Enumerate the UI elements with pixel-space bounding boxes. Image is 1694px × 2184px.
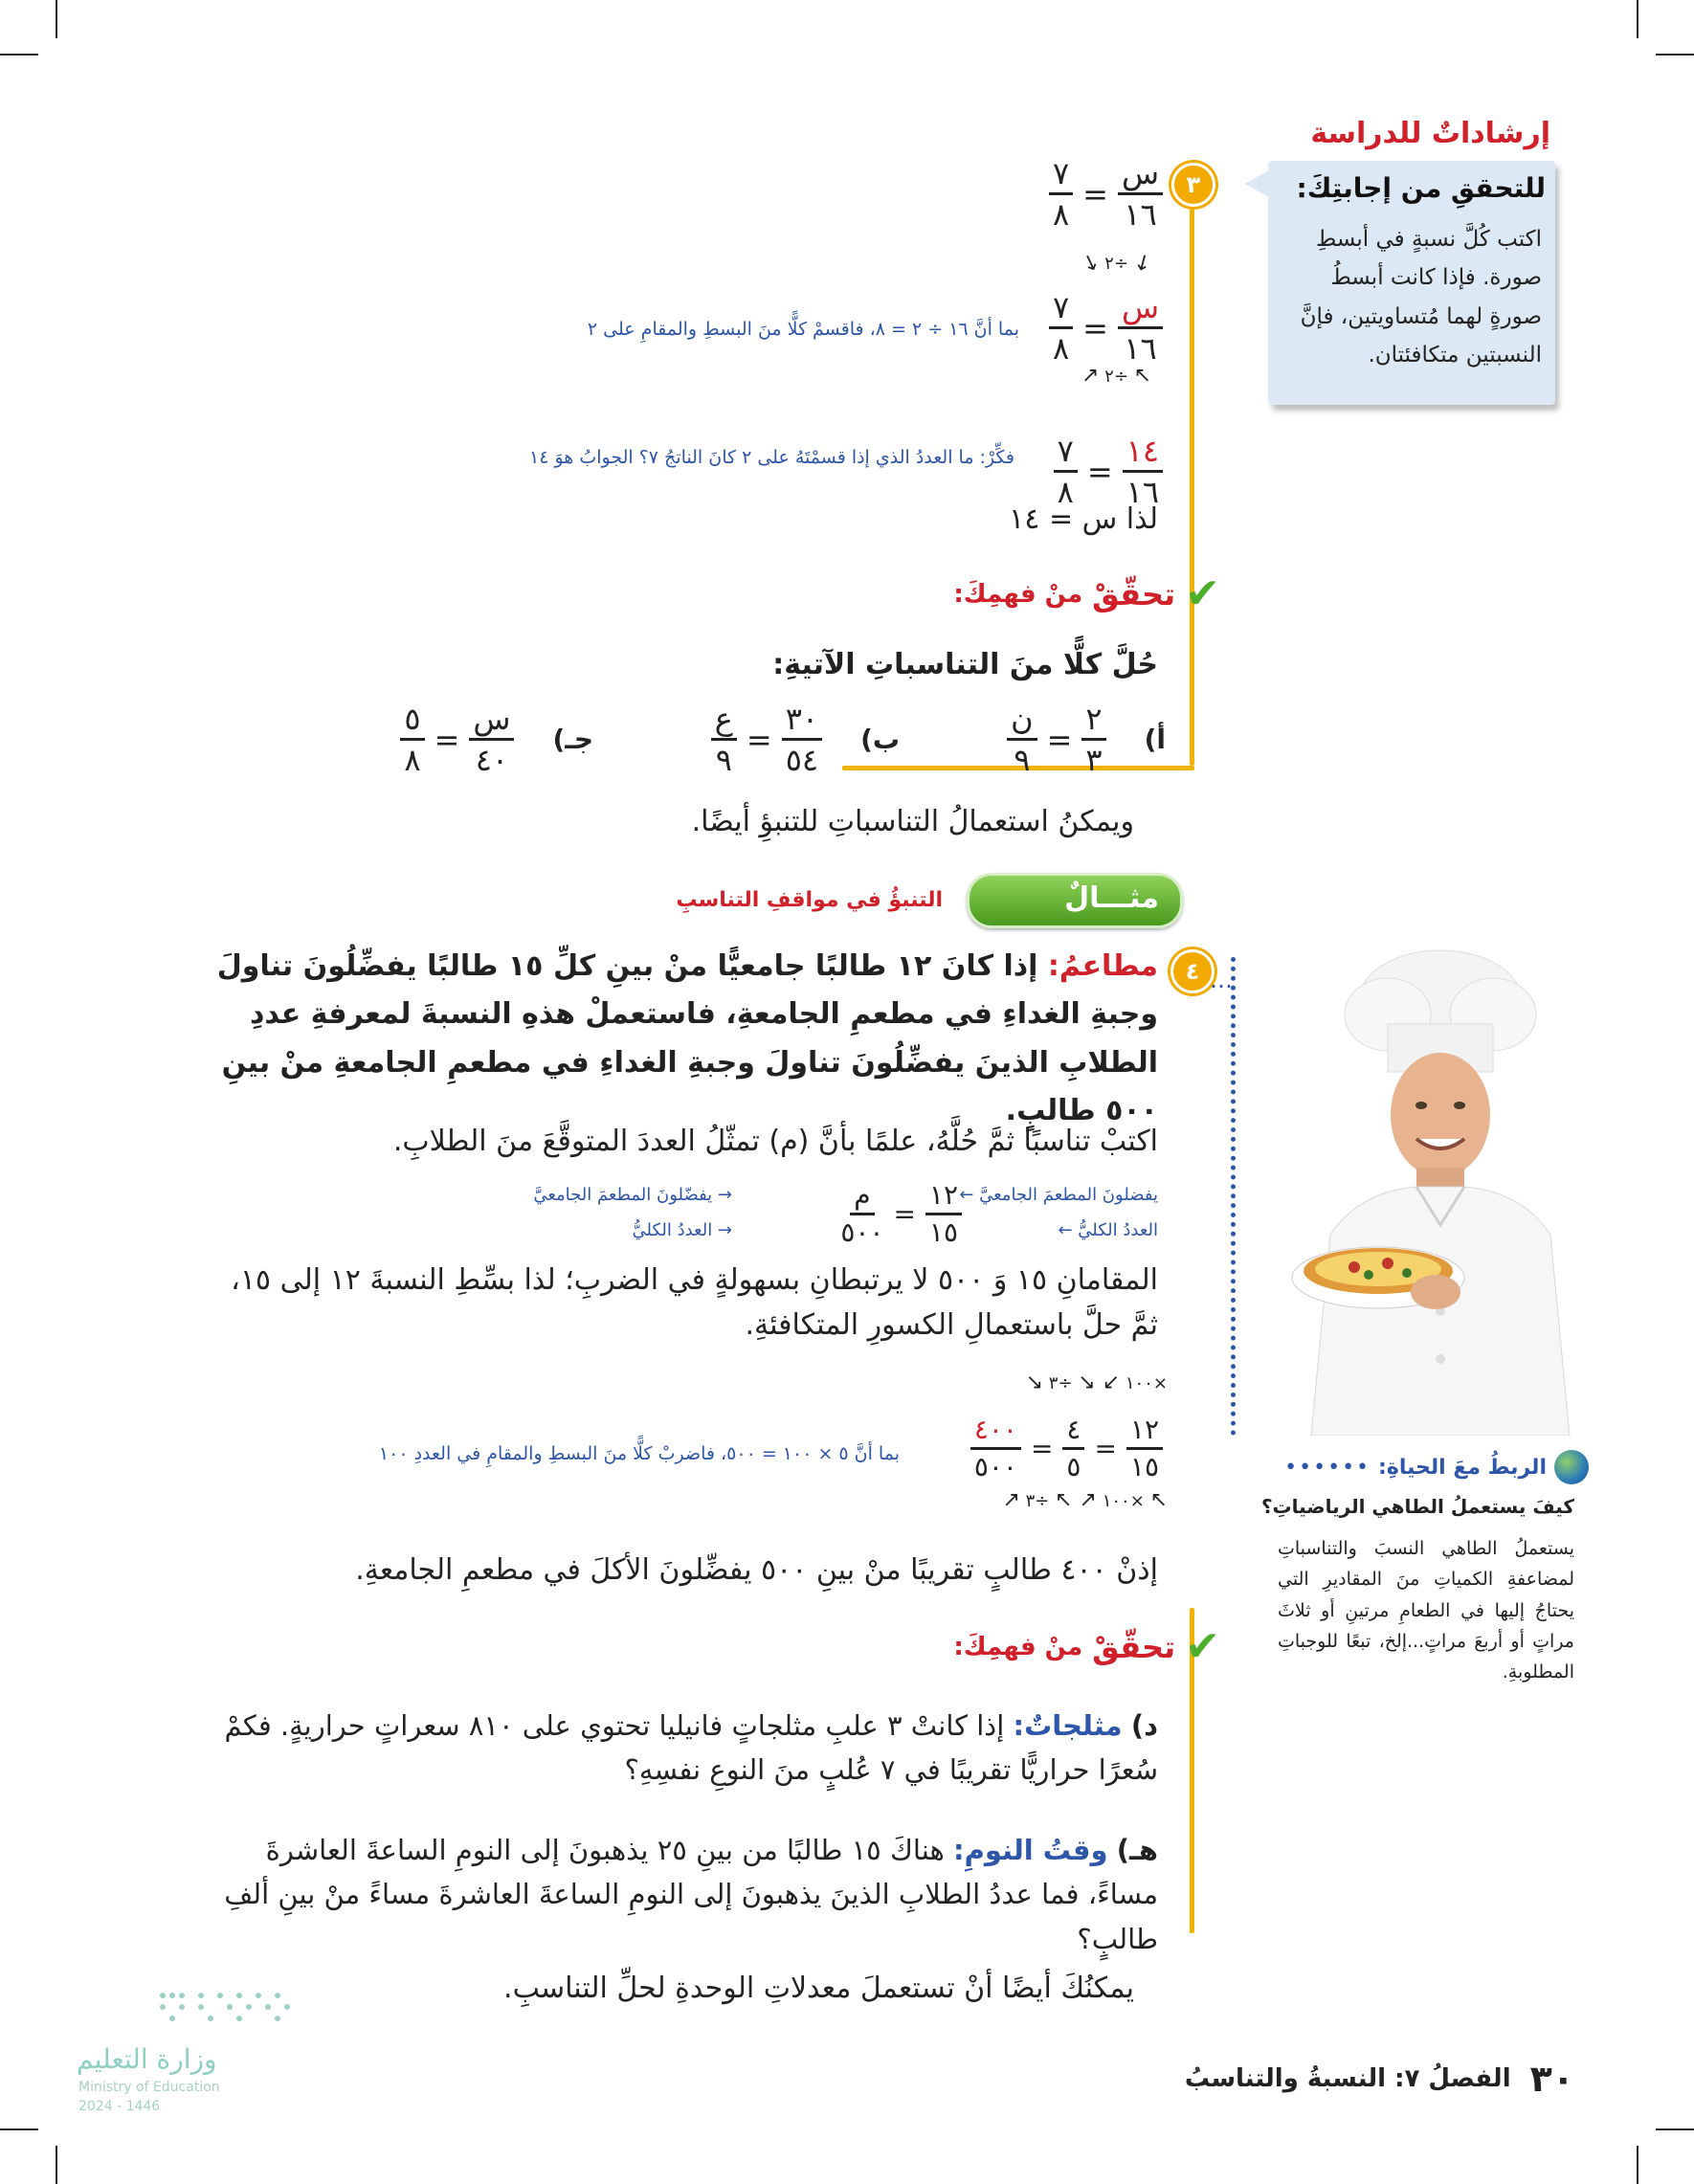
fraction <box>469 701 514 778</box>
denominator: ٨ <box>404 742 421 778</box>
denominator: ١٥ <box>1129 1451 1159 1482</box>
fraction <box>1049 289 1073 367</box>
fraction <box>1118 155 1163 233</box>
example-banner-label: مثـــالٌ <box>1064 881 1159 915</box>
example4-explanation: المقامانِ ١٥ وَ ٥٠٠ لا يرتبطانِ بسهولةٍ في الضربِ؛ لذا بسِّطِ النسبةَ ١٢ إلى ١٥، ثمَّ حلَّ باستعمالِ الكسورِ المتكافئةِ. <box>231 1263 1158 1342</box>
example4-answer: إذنْ ٤٠٠ طالبٍ تقريبًا منْ بينِ ٥٠٠ يفضِّلونَ الأكلَ في مطعمِ الجامعةِ. <box>355 1553 1158 1587</box>
check1-title <box>953 569 1220 618</box>
example4-topic: مطاعمُ: <box>1047 949 1158 983</box>
example-banner-title: التنبؤُ في مواقفِ التناسبِ <box>676 888 943 912</box>
numerator: ٤٠٠ <box>970 1416 1021 1450</box>
study-tip-text: اكتب كُلَّ نسبةٍ في أبسطِ صورة. فإذا كانت أبسطُ صورةٍ لهما مُتساويتين، فإنَّ النسبتين متكافئتان. <box>1300 227 1542 368</box>
chain-arrows-top <box>986 1371 1168 1394</box>
arrow-icon: ↙ ↘ <box>1078 1371 1121 1394</box>
chef-photo <box>1273 947 1598 1436</box>
item-label: ب) <box>860 724 900 755</box>
check1-instruction: حُلَّ كلًّا منَ التناسباتِ الآتيةِ: <box>772 648 1158 681</box>
numerator: ١٤ <box>1123 435 1163 473</box>
real-life-header <box>1284 1450 1589 1484</box>
crop-mark <box>1656 2128 1694 2130</box>
divide-arrow-top: ↙ ÷٢ ↘ <box>1078 248 1157 278</box>
fraction <box>1049 155 1073 233</box>
divide-label: ÷٣ <box>1048 1373 1073 1393</box>
page-number: ٣٠ <box>1529 2058 1574 2100</box>
numerator: ٣٠ <box>782 703 822 741</box>
check-title-main: تحقّقْ <box>1092 1628 1176 1665</box>
denominator: ٩ <box>1014 742 1031 778</box>
numerator: ١٢ <box>1126 1416 1163 1450</box>
equals-sign: = <box>893 1198 916 1230</box>
example3-margin-line <box>1190 172 1194 766</box>
check1-item-b <box>711 701 900 778</box>
equals-sign: = <box>1046 721 1073 758</box>
example3-step3-note: فكِّرْ: ما العددُ الذي إذا قسمْتَهُ على ٢ كانَ الناتجُ ٧؟ الجوابُ هوَ ١٤ <box>529 447 1014 468</box>
crop-mark <box>0 54 38 56</box>
crop-mark <box>56 2146 57 2184</box>
real-life-text: يستعملُ الطاهي النسبَ والتناسباتِ لمضاعفةِ الكمياتِ منَ المقاديرِ التي يحتاجُ إليها في الطعامِ مرتينِ أو ثلاثَ مراتٍ أو أربعَ مراتٍ...إلخ، تبعًا للوجباتِ المطلوبةِ. <box>1278 1538 1574 1683</box>
arrow-icon: ↖ <box>1149 1488 1168 1512</box>
check1-item-c <box>400 701 593 778</box>
denominator: ٥ <box>1066 1451 1081 1482</box>
check-title-sub: منْ فهمِكَ: <box>953 1632 1083 1661</box>
check-title-main: تحقّقْ <box>1092 575 1176 613</box>
denominator: ٨ <box>1052 330 1070 367</box>
study-tip-subheading: للتحققِ من إجابتِكَ: <box>1296 172 1546 204</box>
check-title-sub: منْ فهمِكَ: <box>953 579 1083 609</box>
arrow-label: ÷٢ <box>1104 254 1128 274</box>
example3-step3 <box>1054 433 1163 510</box>
numerator: س <box>469 703 514 741</box>
denominator: ٤٠ <box>475 742 509 778</box>
crop-mark <box>1656 54 1694 56</box>
denominator: ٨ <box>1052 196 1070 233</box>
equals-sign: = <box>746 721 772 758</box>
denominator: ٥٠٠ <box>840 1216 884 1248</box>
example4-setup <box>840 1179 962 1248</box>
example4-dotted-line <box>1231 957 1236 1436</box>
numerator: ع <box>711 703 737 741</box>
checkmark-icon: ✔ <box>1185 1622 1220 1671</box>
check2-item-d <box>201 1704 1158 1793</box>
example4-problem-text: إذا كانَ ١٢ طالبًا جامعيًّا منْ بينِ كلِّ ١٥ طالبًا يفضِّلُونَ تناولَ وجبةِ الغداءِ في مطعمِ الجامعةِ، فاستعملْ هذهِ النسبةَ لمعرفةِ عددِ الطلابِ الذينَ يفضِّلُونَ تناولَ وجبةِ الغداءِ في مطعمِ الجامعةِ منْ بينِ ٥٠٠ طالبٍ. <box>216 949 1158 1128</box>
example4-problem <box>201 943 1158 1136</box>
equals-sign: = <box>1082 175 1108 212</box>
item-topic: وقتُ النومِ: <box>952 1834 1108 1866</box>
example4-dots: … <box>1210 967 1233 993</box>
equals-sign: = <box>1094 1433 1117 1464</box>
denominator: ١٦ <box>1124 330 1157 367</box>
divide-label: ÷٣ <box>1025 1491 1050 1511</box>
multiply-label: ×١٠٠ <box>1125 1373 1168 1393</box>
setup-label: → العددُ الكليُّ <box>632 1220 732 1240</box>
arrow-label: ÷٢ <box>1104 367 1128 387</box>
example3-step2-note: بما أنَّ ١٦ ÷ ٢ = ٨، فاقسمْ كلًّا منَ البسطِ والمقامِ على ٢ <box>587 319 1019 340</box>
setup-label: العددُ الكليُّ ← <box>1058 1220 1158 1240</box>
fraction <box>400 701 424 778</box>
crop-mark <box>1637 0 1638 38</box>
arrow-icon: ↗ <box>1002 1488 1020 1512</box>
example3-number-badge: ٣ <box>1171 163 1215 207</box>
item-label: هـ) <box>1116 1834 1158 1866</box>
fraction <box>970 1416 1021 1481</box>
closing-text: يمكنُكَ أيضًا أنْ تستعملَ معدلاتِ الوحدةِ لحلِّ التناسبِ. <box>503 1972 1134 2005</box>
check2-title <box>953 1622 1220 1671</box>
arrow-icon: ↘ <box>1025 1371 1044 1394</box>
fraction <box>1118 289 1163 367</box>
example4-number-badge: ٤ <box>1170 949 1215 993</box>
intro-prediction: ويمكنُ استعمالُ التناسباتِ للتنبؤِ أيضًا. <box>691 805 1134 838</box>
fraction <box>925 1179 962 1248</box>
check1-item-a <box>1007 701 1166 778</box>
item-text: إذا كانتْ ٣ علبِ مثلجاتٍ فانيليا تحتوي على ٨١٠ سعراتٍ حراريةٍ. فكمْ سُعرًا حراريًّا تقريبًا في ٧ عُلبٍ منَ النوعِ نفسِهِ؟ <box>224 1709 1158 1787</box>
divide-arrow-bottom: ↖ ÷٢ ↗ <box>1081 364 1152 388</box>
item-topic: مثلجاتٌ: <box>1013 1709 1123 1742</box>
chapter-title: الفصلُ ٧: النسبةُ والتناسبُ <box>1184 2064 1511 2093</box>
setup-label: → يفضّلونَ المطعمَ الجامعيَّ <box>533 1185 732 1205</box>
fraction <box>1007 701 1037 778</box>
crop-mark <box>1637 2146 1638 2184</box>
denominator: ٩ <box>715 742 732 778</box>
example3-conclusion: لذا س = ١٤ <box>1009 502 1158 536</box>
example3-step1 <box>1049 155 1163 233</box>
denominator: ١٦ <box>1126 474 1159 510</box>
fraction <box>1123 433 1163 510</box>
denominator: ٥٠٠ <box>973 1451 1017 1482</box>
fraction <box>711 701 737 778</box>
denominator: ٨ <box>1057 474 1074 510</box>
crop-mark <box>0 2128 38 2130</box>
example4-chain-note: بما أنَّ ٥ × ١٠٠ = ٥٠٠، فاضربْ كلًّا منَ البسطِ والمقامِ في العددِ ١٠٠ <box>378 1443 900 1464</box>
item-label: د) <box>1130 1709 1158 1742</box>
chain-arrows-bottom <box>986 1488 1168 1512</box>
equals-sign: = <box>1086 453 1113 490</box>
arrow-icon: ↗ ↖ <box>1055 1488 1097 1512</box>
numerator: ١٢ <box>925 1182 962 1215</box>
numerator: م <box>850 1182 874 1215</box>
ministry-year: 2024 - 1446 <box>78 2099 161 2114</box>
globe-icon <box>1554 1450 1589 1484</box>
example3-step2 <box>1049 289 1163 367</box>
numerator: ٤ <box>1062 1416 1084 1450</box>
study-tip-pointer <box>1244 170 1269 197</box>
equals-sign: = <box>1082 309 1108 346</box>
denominator: ٣ <box>1085 742 1103 778</box>
crop-mark <box>56 0 57 38</box>
numerator: س <box>1118 292 1163 329</box>
item-label: أ) <box>1144 724 1166 755</box>
multiply-label: ×١٠٠ <box>1102 1491 1145 1511</box>
fraction <box>840 1179 884 1248</box>
study-tip-box <box>1268 161 1555 405</box>
item-label: جـ) <box>552 724 593 755</box>
real-life-title: الربطُ معَ الحياةِ: <box>1378 1455 1547 1480</box>
item-text: هناكَ ١٥ طالبًا من بينِ ٢٥ يذهبونَ إلى النومِ الساعةَ العاشرةَ مساءً، فما عددُ الطلابِ الذينَ يذهبونَ إلى النومِ الساعةَ العاشرةَ مساءً منْ بينِ ألفِ طالبٍ؟ <box>224 1834 1158 1955</box>
equals-sign: = <box>1030 1433 1054 1464</box>
numerator: ٧ <box>1049 158 1073 195</box>
checkmark-icon: ✔ <box>1185 569 1220 618</box>
numerator: س <box>1118 158 1163 195</box>
fraction <box>1062 1416 1084 1481</box>
dots: •••••• <box>1284 1455 1371 1480</box>
numerator: ٥ <box>400 703 424 741</box>
study-tip-heading: إرشاداتٌ للدراسة <box>1310 117 1550 150</box>
equals-sign: = <box>434 721 460 758</box>
page-footer <box>1185 2058 1574 2100</box>
real-life-question: كيفَ يستعملُ الطاهي الرياضياتِ؟ <box>1260 1495 1574 1518</box>
ministry-logo <box>144 1986 316 2034</box>
fraction <box>1081 701 1105 778</box>
example-banner <box>967 873 1183 928</box>
numerator: ن <box>1007 703 1037 741</box>
denominator: ٥٤ <box>785 742 819 778</box>
numerator: ٢ <box>1081 703 1105 741</box>
numerator: ٧ <box>1054 435 1078 473</box>
ministry-name-ar: وزارة التعليم <box>77 2043 217 2075</box>
denominator: ١٦ <box>1124 196 1157 233</box>
ministry-name-en: Ministry of Education <box>78 2080 220 2095</box>
numerator: ٧ <box>1049 292 1073 329</box>
fraction <box>1054 433 1078 510</box>
check2-item-e <box>201 1828 1158 1961</box>
setup-label: يفضلونَ المطعمَ الجامعيَّ ← <box>959 1185 1158 1205</box>
fraction <box>1126 1416 1163 1481</box>
denominator: ١٥ <box>928 1216 958 1248</box>
example4-chain <box>970 1416 1163 1481</box>
example4-instruction: اكتبْ تناسبًا ثمَّ حُلَّهُ، علمًا بأنَّ (م) تمثّلُ العددَ المتوقَّعَ منَ الطلابِ. <box>392 1125 1158 1158</box>
fraction <box>782 701 822 778</box>
